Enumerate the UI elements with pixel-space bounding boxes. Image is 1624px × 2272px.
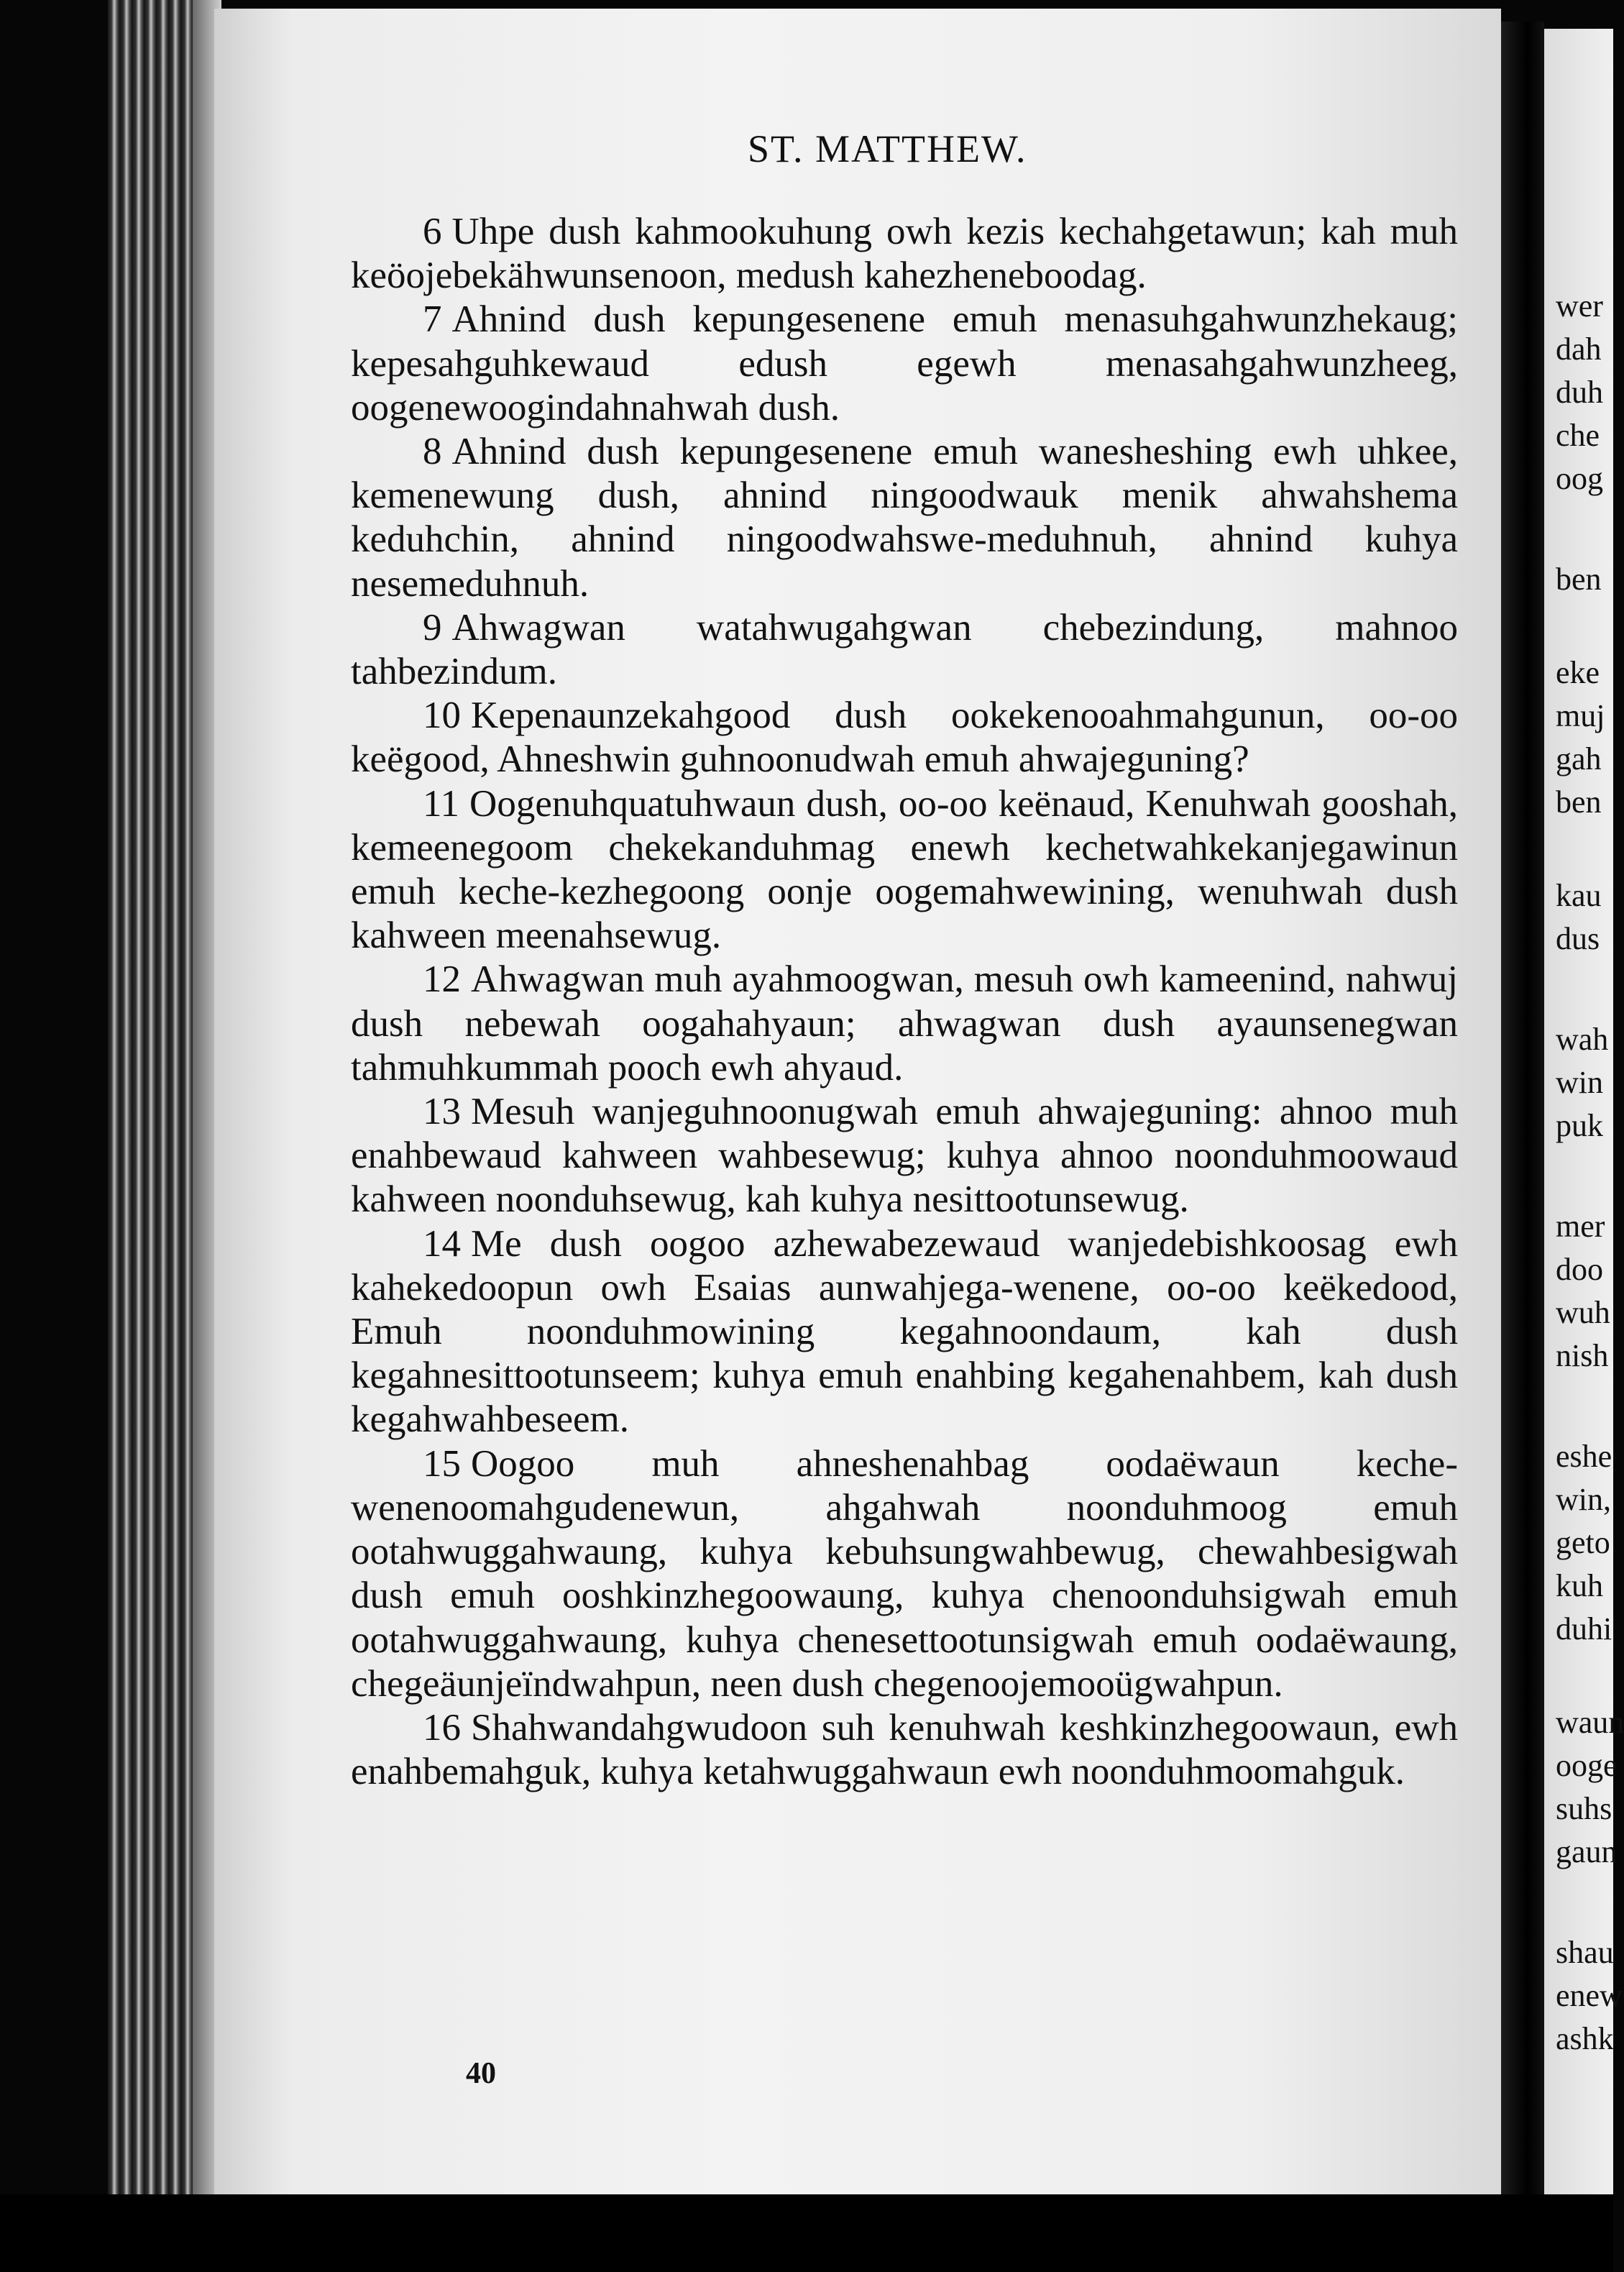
adjacent-page-fragment: eshe	[1556, 1439, 1612, 1474]
verse-text: Kepenaunzekahgood dush ookekenooahmahgunun, oo-oo keëgood, Ahneshwin guhnoonudwah emuh ahwajeguning?	[351, 695, 1458, 781]
verse	[351, 1442, 1458, 1706]
adjacent-page-fragment: enew	[1556, 1978, 1623, 2013]
page-number: 40	[466, 2057, 496, 2090]
adjacent-page-fragment: geto	[1556, 1525, 1610, 1560]
verse-number: 16	[423, 1706, 461, 1749]
verse-number: 13	[423, 1091, 461, 1133]
adjacent-page-fragment: win	[1556, 1065, 1603, 1100]
verse-number: 9	[423, 606, 442, 649]
adjacent-page-fragment: wuh	[1556, 1295, 1610, 1330]
verse-number: 15	[423, 1442, 461, 1485]
adjacent-page-fragment: gah	[1556, 741, 1602, 777]
adjacent-page-fragment: che	[1556, 418, 1600, 453]
verse-text: Uhpe dush kahmookuhung owh kezis kechahgetawun; kah muh keöojebekähwunsenoon, medush kahezheneboodag.	[351, 211, 1458, 297]
verse-number: 8	[423, 431, 442, 473]
adjacent-page-fragment: kau	[1556, 878, 1602, 913]
verse-text: Ahnind dush kepungesenene emuh wanesheshing ewh uhkee, kemenewung dush, ahnind ningoodwauk menik ahwahshema keduhchin, ahnind ningoodwahswe-meduhnuh, ahnind kuhya nesemeduhnuh.	[351, 431, 1458, 605]
verse	[351, 1706, 1458, 1794]
verse-text: Oogenuhquatuhwaun dush, oo-oo keënaud, Kenuhwah gooshah, kemeenegoom chekekanduhmag enewh kechetwahkekanjegawinun emuh keche-kezhegoong oonje oogemahwewining, wenuhwah dush kahween meenahsewug.	[351, 782, 1458, 957]
adjacent-page-fragment: doo	[1556, 1252, 1603, 1287]
adjacent-page-fragment: kuh	[1556, 1568, 1603, 1603]
adjacent-page-fragment: ben	[1556, 784, 1602, 820]
adjacent-page-fragment: wah	[1556, 1022, 1609, 1057]
verse-number: 11	[423, 782, 460, 825]
verse	[351, 298, 1458, 430]
verse-text: Oogoo muh ahneshenahbag oodaëwaun keche-wenenoomahgudenewun, ahgahwah noonduhmoog emuh ootahwuggahwaung, kuhya kebuhsungwahbewug, chewahbesigwah dush emuh ooshkinzhegoowaung, kuhya chenoonduhsigwah emuh ootahwuggahwaung, kuhya chenesettootunsigwah emuh oodaëwaung, chegeäunjeïndwahpun, neen dush chegenoojemooügwahpun.	[351, 1442, 1458, 1705]
verse	[351, 1090, 1458, 1222]
adjacent-page-fragment: eke	[1556, 655, 1600, 690]
verse-number: 12	[423, 958, 461, 1001]
verse	[351, 958, 1458, 1090]
adjacent-page-fragment: ben	[1556, 562, 1602, 597]
verse-text: Mesuh wanjeguhnoonugwah emuh ahwajeguning: ahnoo muh enahbewaud kahween wahbesewug; kuhya ahnoo noonduhmoowaud kahween noonduhsewug, kah kuhya nesittootunsewug.	[351, 1091, 1458, 1221]
adjacent-page	[1544, 29, 1624, 2222]
verse-number: 7	[423, 298, 442, 341]
verse	[351, 606, 1458, 694]
verse-column	[351, 210, 1458, 1794]
adjacent-page-fragment: win,	[1556, 1482, 1611, 1517]
adjacent-page-fragment: duhi	[1556, 1611, 1612, 1646]
adjacent-page-fragment: nish	[1556, 1338, 1609, 1373]
verse-text: Shahwandahgwudoon suh kenuhwah keshkinzhegoowaun, ewh enahbemahguk, kuhya ketahwuggahwaun ewh noonduhmoomahguk.	[351, 1706, 1458, 1793]
verse-number: 6	[423, 211, 442, 252]
verse-text: Me dush oogoo azhewabezewaud wanjedebishkoosag ewh kahekedoopun owh Esaias aunwahjega-wenene, oo-oo keëkedood, Emuh noonduhmowining kegahnoondaum, kah dush kegahnesittootunseem; kuhya emuh enahbing kegahenahbem, kah dush kegahwahbeseem.	[351, 1222, 1458, 1441]
adjacent-page-fragment: suhs	[1556, 1791, 1612, 1826]
verse	[351, 1222, 1458, 1442]
verse	[351, 430, 1458, 606]
adjacent-page-fragment: dah	[1556, 331, 1602, 367]
adjacent-page-fragment: puk	[1556, 1108, 1603, 1143]
verse-text: Ahwagwan muh ayahmoogwan, mesuh owh kameenind, nahwuj dush nebewah oogahahyaun; ahwagwan dush ayaunsenegwan tahmuhkummah pooch ewh ahyaud.	[351, 958, 1458, 1089]
running-head: ST. MATTHEW.	[748, 127, 1027, 170]
adjacent-page-fragment: wer	[1556, 288, 1603, 324]
adjacent-page-fragment: ashk	[1556, 2021, 1614, 2056]
adjacent-page-fragment: ooge	[1556, 1748, 1618, 1783]
adjacent-page-fragment: duh	[1556, 375, 1603, 410]
adjacent-page-fragment: muj	[1556, 698, 1605, 733]
verse-number: 14	[423, 1222, 461, 1265]
adjacent-page-fragment: gaun	[1556, 1834, 1618, 1869]
verse-number: 10	[423, 695, 461, 737]
adjacent-page-fragment: shau	[1556, 1935, 1614, 1970]
book-gutter	[1501, 22, 1544, 2222]
verse-text: Ahnind dush kepungesenene emuh menasuhgahwunzhekaug; kepesahguhkewaud edush egewh menasahgahwunzheeg, oogenewoogindahnahwah dush.	[351, 298, 1458, 429]
adjacent-page-fragment: mer	[1556, 1209, 1605, 1244]
verse	[351, 782, 1458, 958]
verse	[351, 694, 1458, 782]
adjacent-page-fragment: waun	[1556, 1705, 1624, 1740]
adjacent-page-fragment: oog	[1556, 461, 1603, 496]
adjacent-page-fragment: dus	[1556, 921, 1600, 956]
verse-text: Ahwagwan watahwugahgwan chebezindung, mahnoo tahbezindum.	[351, 606, 1458, 693]
verse	[351, 210, 1458, 298]
scan-background	[0, 2194, 1613, 2272]
